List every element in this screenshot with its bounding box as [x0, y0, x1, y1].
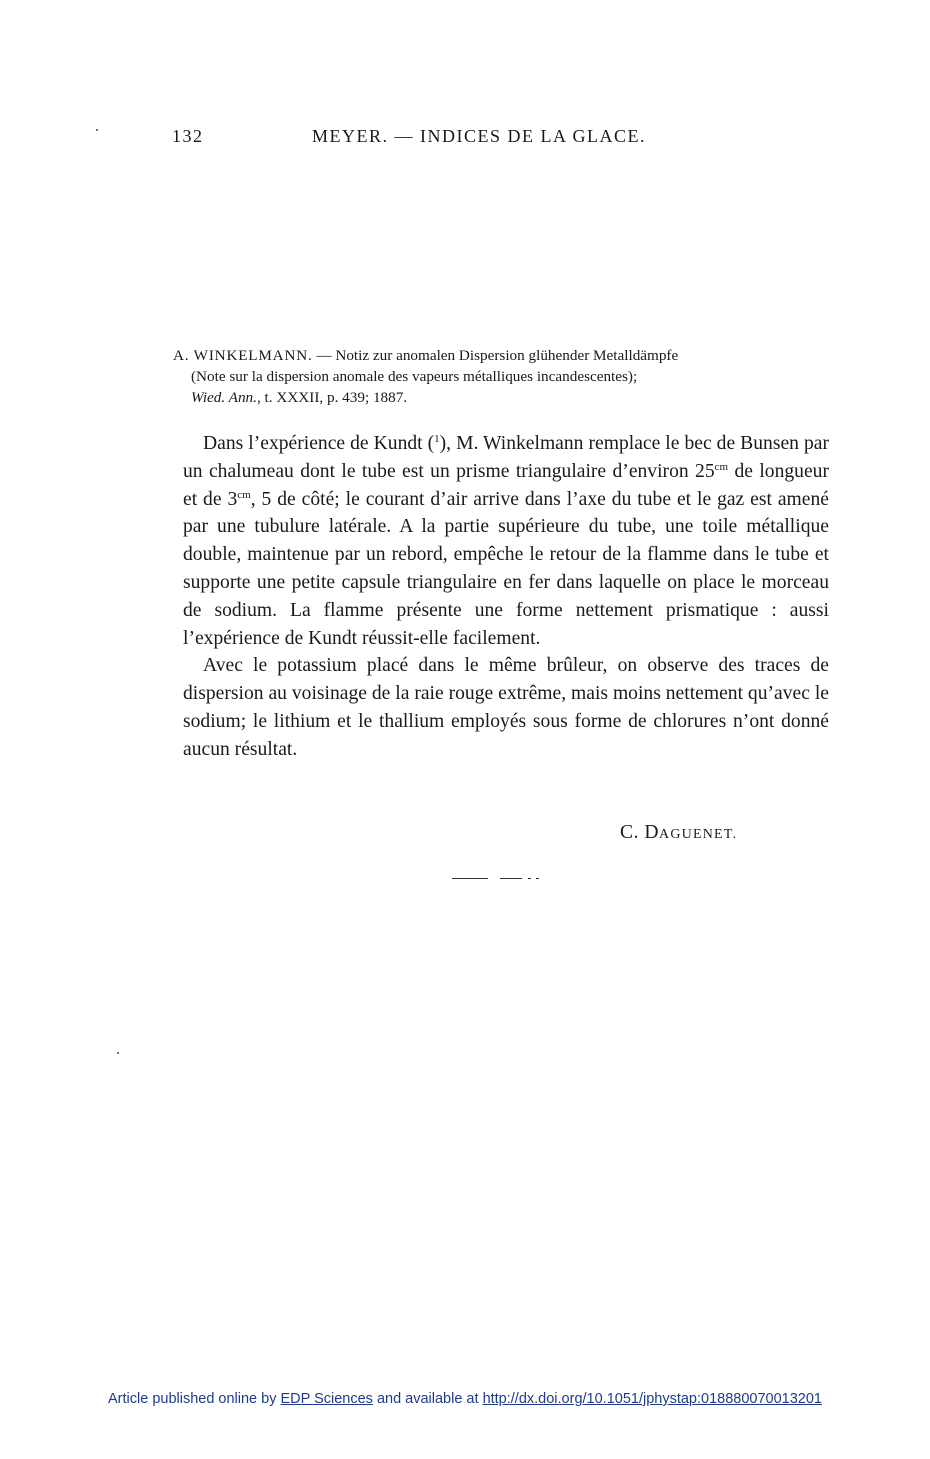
signature-initial: C. D [620, 822, 660, 843]
citation-block [173, 345, 816, 408]
doi-link[interactable]: http://dx.doi.org/10.1051/jphystap:018880070013201 [482, 1391, 822, 1407]
footnote-marker: 1 [434, 433, 440, 445]
footer-middle: and available at [372, 1391, 483, 1407]
citation-separator: — [312, 347, 336, 364]
author-signature [620, 822, 737, 844]
citation-line-3 [173, 387, 816, 408]
paragraph-2: Avec le potassium placé dans le même brûleur, on observe des traces de dispersion au voisinage de la raie rouge extrême, mais moins nettement qu’avec le sodium; le lithium et le thallium employés sous forme de chlorures n’ont donné aucun résultat. [183, 655, 829, 760]
citation-author: A. WINKELMANN. [173, 347, 313, 364]
citation-title: Notiz zur anomalen Dispersion glühender Metalldämpfe [335, 347, 679, 364]
paragraph-1-text-c: de longueur et de 3 [183, 460, 829, 510]
running-title: MEYER. — INDICES DE LA GLACE. [312, 126, 646, 146]
unit-superscript: cm [237, 488, 251, 501]
page-header [172, 126, 672, 150]
footer-prefix: Article published online by [108, 1391, 281, 1407]
unit-superscript: cm [714, 460, 729, 473]
publication-footer [0, 1391, 930, 1407]
citation-journal: Wied. Ann., [191, 389, 261, 406]
paragraph-1 [183, 430, 829, 652]
signature-surname: AGUENET. [659, 827, 738, 842]
publisher-link[interactable]: EDP Sciences [280, 1391, 373, 1407]
page-number: 132 [172, 126, 204, 146]
paragraph-1-text-b: ), M. Winkelmann remplace le bec de Bunsen par un chalumeau dont le tube est un prisme triangulaire d’environ 25 [183, 433, 829, 482]
paragraph-1-text-d: , 5 de côté; le courant d’air arrive dans l’axe du tube et le gaz est amené par une tubulure latérale. A la partie supérieure du tube, une toile métallique double, maintenue par un rebord, empêche le retour de la flamme dans le tube et supporte une petite capsule triangulaire en fer dans laquelle on place le morceau de sodium. La flamme présente une forme nettement prismatique : aussi l’expérience de Kundt réussit-elle facilement. [183, 488, 829, 649]
article-body [183, 430, 829, 764]
section-end-rule [452, 876, 544, 880]
citation-line-1 [173, 345, 816, 366]
citation-reference: t. XXXII, p. 439; 1887. [260, 389, 408, 406]
paragraph-1-text-a: Dans l’expérience de Kundt ( [203, 433, 435, 454]
citation-translation: (Note sur la dispersion anomale des vapeurs métalliques incandescentes); [191, 368, 638, 385]
scan-speck [117, 1052, 119, 1054]
scan-speck [96, 129, 98, 131]
